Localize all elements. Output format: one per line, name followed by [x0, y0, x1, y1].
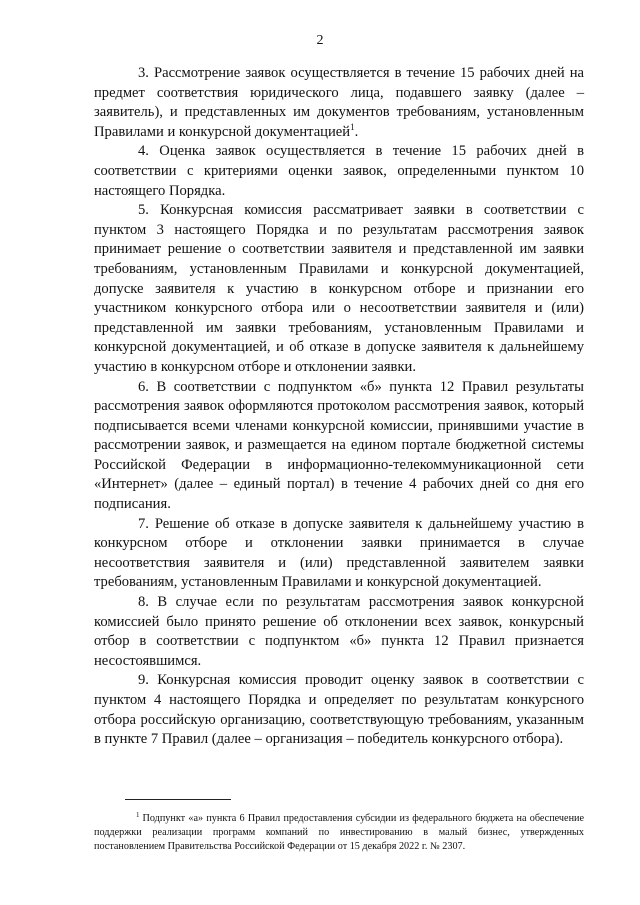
paragraph-9: 9. Конкурсная комиссия проводит оценку заявок в соответствии с пунктом 4 настоящего Порядка и определяет по результатам конкурсного отбора российскую организацию, соответствующую требованиям, указанным в пункте 7 Правил (далее – организация – победитель конкурсного отбора).	[94, 672, 584, 748]
paragraph-8: 8. В случае если по результатам рассмотрения заявок конкурсной комиссией было принято решение об отклонении всех заявок, конкурсный отбор в соответствии с подпунктом «б» пункта 12 Правил признается несостоявшимся.	[94, 594, 584, 669]
footnote-text: Подпункт «а» пункта 6 Правил предоставления субсидии из федерального бюджета на обеспечение поддержки реализации программ компаний по инвестированию в малый бизнес, утвержденных постановлением Правительства Российской Федерации от 15 декабря 2022 г. № 2307.	[94, 813, 584, 852]
footnote-paragraph	[94, 812, 584, 854]
footnote-separator	[125, 799, 231, 800]
footnote-reference: 1	[350, 121, 355, 132]
footnote	[94, 812, 584, 854]
footnote-mark: 1	[136, 810, 140, 819]
paragraph-4: 4. Оценка заявок осуществляется в течение 15 рабочих дней в соответствии с критериями оценки заявок, определенными пунктом 10 настоящего Порядка.	[94, 143, 584, 199]
paragraph-6: 6. В соответствии с подпунктом «б» пункта 12 Правил результаты рассмотрения заявок оформляются протоколом рассмотрения заявок, который подписывается всеми членами конкурсной комиссии, принявшими участие в рассмотрении заявок, и размещается на едином портале бюджетной системы Российской Федерации в информационно-телекоммуникационной сети «Интернет» (далее – единый портал) в течение 4 рабочих дней со дня его подписания.	[94, 378, 584, 513]
paragraph-3-text: 3. Рассмотрение заявок осуществляется в течение 15 рабочих дней на предмет соответствия юридического лица, подавшего заявку (далее – заявитель), и представленных им документов требованиям, установленным Правилами и конкурсной документацией	[94, 65, 584, 140]
paragraph-5: 5. Конкурсная комиссия рассматривает заявки в соответствии с пунктом 3 настоящего Порядка и по результатам рассмотрения заявок принимает решение о соответствии заявителя и представленной им заявки требованиям, установленным Правилами и конкурсной документацией, допуске заявителя к участию в конкурсном отборе и признании его участником конкурсного отбора или о несоответствии заявителя и (или) представленной им заявки требованиям, установленным Правилами и конкурсной документацией, и об отказе в допуске заявителя к дальнейшему участию в конкурсном отборе и отклонении заявки.	[94, 202, 584, 375]
page-number: 2	[316, 33, 324, 48]
paragraph-3	[94, 64, 584, 142]
paragraph-3-end: .	[354, 123, 359, 140]
paragraph-7: 7. Решение об отказе в допуске заявителя к дальнейшему участию в конкурсном отборе и отклонении заявки принимается в случае несоответствия заявителя и (или) представленной заявителем заявки требованиям, установленным Правилами и конкурсной документацией.	[94, 515, 584, 591]
document-body	[94, 64, 584, 750]
